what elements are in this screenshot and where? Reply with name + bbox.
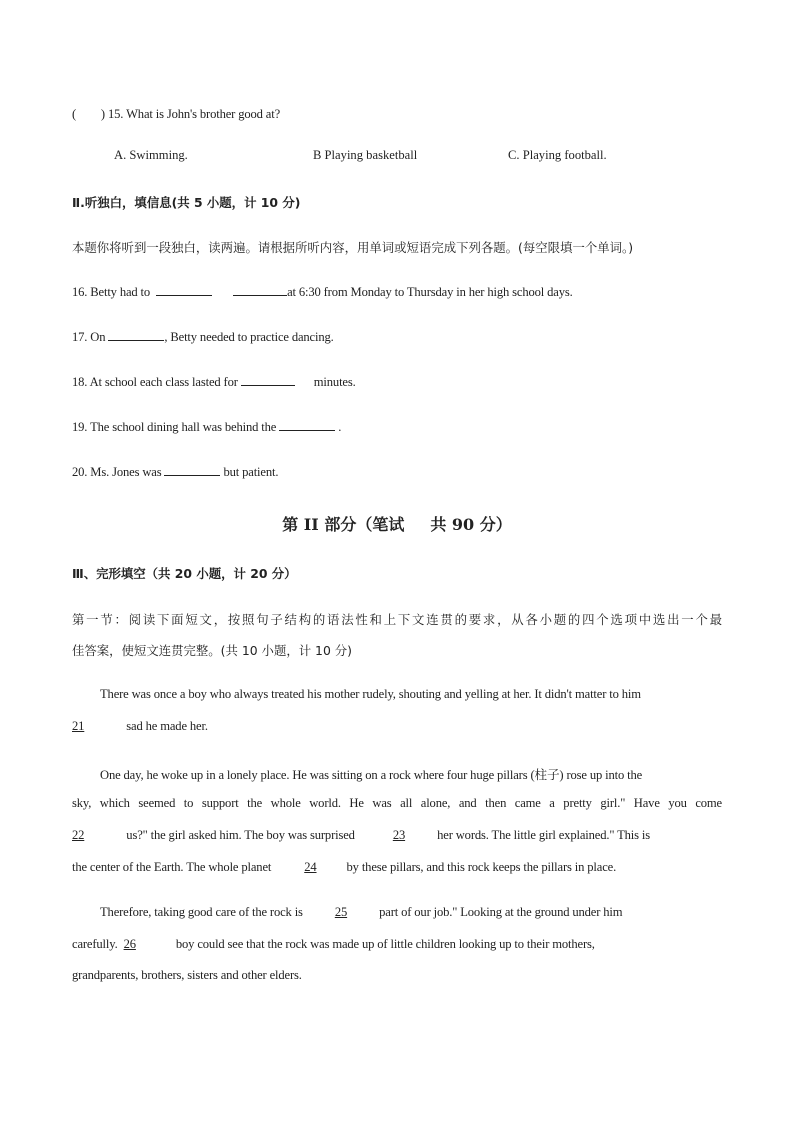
part-2-title [0,512,794,535]
passage-p3-line-3: grandparents, brothers, sisters and other elders. [72,968,302,982]
question-17 [72,329,334,345]
part-2-title-a: 第 II 部分（笔试 [282,515,405,534]
blank-26-number: 26 [123,937,136,951]
option-a: A. Swimming. [114,148,188,162]
question-16-text: 16. Betty had to [72,285,151,299]
part-2-title-b: 共 90 分） [430,515,512,534]
passage-p2-line-2: sky, which seemed to support the whole world. He was all alone, and then came a pretty girl." Have you come [72,796,722,810]
question-17-text-end: , Betty needed to practice dancing. [164,330,334,344]
blank-22[interactable] [72,828,126,842]
answer-blank[interactable] [279,419,335,431]
section-2-heading: Ⅱ.听独白，填信息(共 5 小题，计 10 分) [72,195,301,210]
section-2-instruction: 本题你将听到一段独白，读两遍。请根据所听内容，用单词或短语完成下列各题。(每空限填一个单词。) [72,240,634,255]
question-20-text-end: but patient. [223,465,279,479]
passage-p1-text: sad he made her. [126,719,208,733]
passage-p2-text-b: her words. The little girl explained." This is [437,828,650,842]
passage-p2-text: us?" the girl asked him. The boy was surprised [126,828,355,842]
blank-24-number: 24 [304,860,317,874]
question-19-text-end: . [338,420,342,434]
blank-21-number: 21 [72,719,85,733]
passage-p1-line-1: There was once a boy who always treated his mother rudely, shouting and yelling at her. It didn't matter to him [100,687,641,701]
option-b: B Playing basketball [313,148,418,162]
passage-p3-text: Therefore, taking good care of the rock is [100,905,303,919]
question-18-text: 18. At school each class lasted for [72,375,238,389]
passage-p2-text-d: by these pillars, and this rock keeps the pillars in place. [346,860,617,874]
passage-p3-text-c: carefully. [72,937,118,951]
passage-p3-line-2 [72,937,595,952]
answer-blank[interactable] [164,464,220,476]
question-15-text: 15. What is John's brother good at? [108,107,281,121]
passage-p3-line-1 [100,905,622,920]
section-3-instruction-line-2: 佳答案，使短文连贯完整。(共 10 小题，计 10 分) [72,643,352,658]
passage-p3-text-b: part of our job." Looking at the ground under him [379,905,623,919]
blank-26[interactable] [124,937,176,951]
passage-p2-line-1: One day, he woke up in a lonely place. He was sitting on a rock where four huge pillars (柱子) rose up into the [100,768,643,782]
question-17-text: 17. On [72,330,106,344]
blank-23[interactable] [355,828,437,842]
section-3-instruction-line-1: 第一节：阅读下面短文，按照句子结构的语法性和上下文连贯的要求，从各小题的四个选项中选出一个最 [72,612,722,627]
blank-22-number: 22 [72,828,85,842]
section-3-heading: Ⅲ、完形填空（共 20 小题，计 20 分） [72,566,297,581]
answer-paren: ( ) [72,107,105,121]
blank-23-number: 23 [392,828,406,842]
blank-25[interactable] [303,905,379,919]
answer-blank[interactable] [233,284,287,296]
answer-blank[interactable] [156,284,212,296]
passage-p3-text-d: boy could see that the rock was made up of little children looking up to their mothers, [175,937,595,951]
question-18 [72,374,356,390]
question-19-text: 19. The school dining hall was behind the [72,420,277,434]
question-15 [72,103,280,122]
question-19 [72,419,341,435]
question-20-text: 20. Ms. Jones was [72,465,162,479]
passage-p2-line-3 [72,828,650,843]
answer-blank[interactable] [108,329,164,341]
blank-21[interactable] [72,719,126,733]
question-16-text-end: at 6:30 from Monday to Thursday in her high school days. [287,285,573,299]
question-18-text-end: minutes. [313,375,356,389]
passage-p2-line-4 [72,860,616,875]
passage-p2-text-c: the center of the Earth. The whole planet [72,860,272,874]
option-c: C. Playing football. [508,148,607,162]
blank-24[interactable] [271,860,346,874]
question-16 [72,284,573,300]
question-20 [72,464,278,480]
answer-blank[interactable] [241,374,295,386]
blank-25-number: 25 [334,905,348,919]
passage-p1-line-2 [72,719,208,734]
